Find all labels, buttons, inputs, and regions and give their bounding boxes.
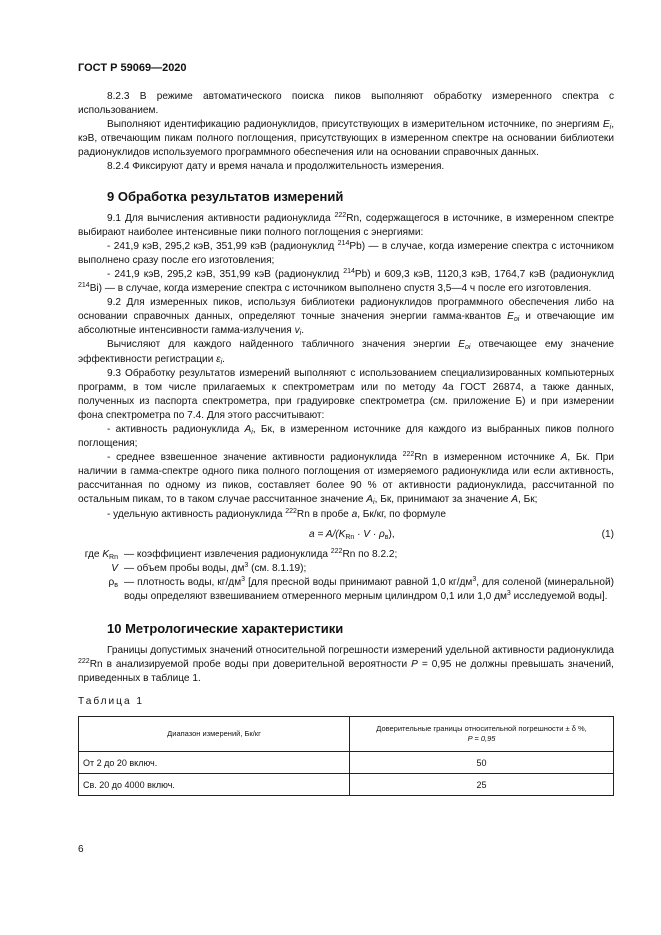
where-text-rho: — плотность воды, $кг/дм^3$ [для пресной воды принимают равной 1,0 $кг/дм^3$, для соленой (минеральной) воды определяют взвешиванием отмеренного мерным цилиндром 0,1 или 1,0 $дм^3$ исследуемой воды]. [124,575,614,602]
table-header-range: Диапазон измерений, Бк/кг [79,717,350,752]
table-header-error: Доверительные границы относительной погрешности ± δ %, P = 0,95 [350,717,614,752]
where-row-rho [78,576,614,604]
where-row-k [78,548,614,562]
table-row [79,774,614,796]
where-label-k: где $K_{Rn}$ [84,548,118,561]
where-label-v: V [111,562,118,574]
table-1 [78,716,614,796]
table-row [79,752,614,774]
paragraph-9-3: 9.3 Обработку результатов измерений выполняют с использованием специализированных компьютерных программ, в том числе прилагаемых к спектрометрам или по методу 4а ГОСТ 26874, а также данных, полученных из паспорта спектрометра, при градуировке спектрометра (см. приложение Б) и при измерении фона спектрометра по 7.4. Для этого рассчитывают: [78,367,614,421]
list-item-9-3-a: - активность радионуклида $A_i$, Бк, в измеренном источнике для каждого из выбранных пиков полного поглощения; [78,423,614,450]
list-item-9-3-c: - удельную активность радионуклида $^{222}$Rn в пробе a, Бк/кг, по формуле [107,507,446,520]
paragraph-8-2-4: 8.2.4 Фиксируют дату и время начала и продолжительность измерения. [107,161,445,173]
list-item-9-1-a: - 241,9 кэВ, 295,2 кэВ, 351,99 кэВ (радионуклид $^{214}$Pb) — в случае, когда измерение спектра с источником выполнено сразу после его изготовления; [78,239,614,266]
table-caption: Таблица 1 [78,696,144,708]
formula-number: (1) [601,528,614,540]
table-cell-value: 25 [350,774,614,796]
paragraph-8-2-3: 8.2.3 В режиме автоматического поиска пиков выполняют обработку измеренного спектра с использованием. [78,91,614,117]
paragraph-9-2-efficiency: Вычисляют для каждого найденного табличного значения энергии $E_{oi}$ отвечающее ему значение эффективности регистрации $\varepsilon_i$. [78,339,614,366]
table-cell-range: Св. 20 до 4000 включ. [79,774,350,796]
paragraph-10: Границы допустимых значений относительной погрешности измерений удельной активности радионуклида $^{222}$Rn в анализируемой пробе воды при доверительной вероятности P = 0,95 не должны превышать значений, приведенных в таблице 1. [78,645,614,685]
document-header: ГОСТ Р 59069—2020 [78,62,187,74]
list-item-9-3-b: - среднее взвешенное значение активности радионуклида $^{222}$Rn в измеренном источнике A, Бк. При наличии в гамма-спектре одного пика полного поглощения от измеряемого радионуклида или если активность, рассчитанная по одному из пиков, составляет более 90 % от активности радионуклида, рассчитанной по остальным пикам, то в таком случае рассчитанное значение $A_i$, Бк, принимают за значение A, Бк; [78,451,614,507]
where-text-k: — коэффициент извлечения радионуклида $^{222}$Rn по 8.2.2; [124,547,398,560]
where-row-v [78,562,614,576]
list-item-9-1-b: - 241,9 кэВ, 295,2 кэВ, 351,99 кэВ (радионуклид $^{214}$Pb) и 609,3 кэВ, 1120,3 кэВ, 1764,7 кэВ (радионуклид $^{214}$Bi) — в случае, когда измерение спектра с источником выполнено спустя 3,5—4 ч после его изготовления. [78,267,614,295]
table-header-row [79,717,614,752]
formula-expression: $a = A/(K_{Rn} \cdot V \cdot \rho_в)$, [309,528,395,541]
paragraph-8-2-3-identification: Выполняют идентификацию радионуклидов, присутствующих в измерительном источнике, по энергиям $E_i$, кэВ, отвечающим пикам полного поглощения, присутствующих в измеренном спектре на основании библиотеки радионуклидов используемого программного обеспечения или на основании справочных данных. [78,119,614,159]
paragraph-9-1: 9.1 Для вычисления активности радионуклида $^{222}$Rn, содержащегося в источнике, в измеренном спектре выбирают наиболее интенсивные пики полного поглощения с энергиями: [78,211,614,238]
page-number: 6 [78,844,84,855]
document-body [78,90,614,796]
section-10-title: 10 Метрологические характеристики [107,621,344,636]
where-label-rho: $\rho_в$ [108,576,118,589]
paragraph-9-2: 9.2 Для измеренных пиков, используя библиотеки радионуклидов программного обеспечения либо на основании справочных данных, определяют точные значения энергии гамма-квантов $E_{oi}$ и отвечающие им абсолютные интенсивности гамма-излучения $v_i$. [78,297,615,338]
table-cell-range: От 2 до 20 включ. [79,752,350,774]
table-cell-value: 50 [350,752,614,774]
where-text-v: — объем пробы воды, $дм^3$ (см. 8.1.19); [124,561,307,574]
section-9-title: 9 Обработка результатов измерений [107,188,344,204]
formula-1 [78,528,614,544]
